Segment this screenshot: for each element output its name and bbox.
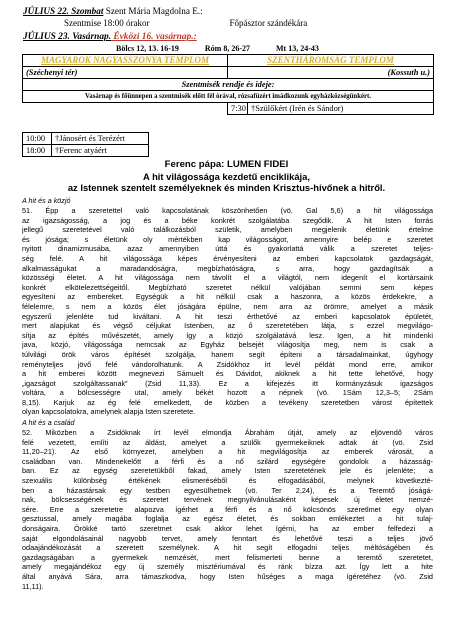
paragraph-line: és jósága; s életünk oly mértékben kap világosságot, amennyire belép e szeretet	[22, 234, 433, 244]
paragraph-line: közösségi életet. A hit világossága nem távolít el a világtól, nem idegenít el kortársaink	[22, 273, 433, 283]
paragraph-line: konkrét elkötelezettségeitől. Megbízható szeretet nélkül valójában semmi sem képes	[22, 282, 433, 292]
saturday-feast: Szent Mária Magdolna E.:	[103, 6, 203, 16]
paragraph-line: az igazságosság, a jog és a béke konkrét szolgálatába szegődik. A hit Isten forrás	[22, 215, 433, 225]
mass-time: 10:00	[23, 133, 52, 145]
church-schedule-table	[22, 54, 434, 115]
right-mass-time: 7:30	[228, 103, 248, 115]
saturday-mass-line	[64, 18, 307, 28]
paragraph-line: saját elgondolásainál nagyobb tervet, amely fenntart és lehetővé teszi a teljes jövő	[22, 533, 433, 543]
left-church-name: MAGYAROK NAGYASSZONYA TEMPLOM	[23, 55, 228, 67]
schedule-row	[23, 145, 149, 157]
saturday-mass-time: Szentmise 18:00 órakor	[64, 18, 150, 28]
saturday-intention: Főpásztor szándékára	[229, 18, 308, 28]
mass-order-title: Szentmisék rendje és ideje:	[23, 79, 434, 91]
paragraph-line: 51. Épp a szeretettel való kapcsolatának köszönhetően (vö. Gal 5,6) a hit világossága	[22, 206, 433, 215]
reading-2: Róm 8, 26-27	[204, 44, 250, 53]
sunday-feast: Évközi 16. vasárnap.:	[111, 32, 197, 42]
paragraph-line: donságaira. Örökké tartó szeretmet csak akkor lehet ígérni, ha az ember felfedezi a	[22, 523, 433, 533]
paragraph-line: alkalmasságukat a maradandóságra, megbízhatóságra, s arra, hogy gazdagítsák a	[22, 263, 433, 273]
paragraph-line: mert alapjukat és végső céljukat Istenben, az ő szeretetében látja, s ezzel megvilágo-	[22, 321, 433, 331]
paragraph-line: reményteljes jövő felé vándorolhatunk. A Zsidókhoz írt levél példát mond erre, amikor	[22, 359, 433, 369]
paragraph-line: sére. Erre a szeretetre alapozva ígérhet a férfi és a nő kölcsönös szeretlmet egy olyan	[22, 504, 433, 514]
paragraph-line: nak, bölcsességének és szeretet tervének megnyilvánulásaként képesek új életet nemzé-	[22, 495, 433, 505]
paragraph-line: odaajándékozását a szeretett személynek. A hit segít elfogadni teljes méltóságében és	[22, 543, 433, 553]
mass-intention: †Ferenc atyáért	[52, 145, 149, 157]
paragraph-line: „igazságot szolgáltassanak” (Zsid 11,33). Ez a kifejezés itt kormányzásuk igazságos	[22, 378, 433, 388]
paragraph-line: családban van. Mindenekelőtt a férfi és a nő szilárd egységére gondolok a házasság-	[22, 456, 433, 466]
sunday-date: JÚLIUS 23. Vasárnap.	[23, 32, 112, 42]
paragraph-line: egyszerű jelenléte tud kiváltani. A hit teszi érthetővé az emberi kapcsolatok épületét,	[22, 311, 433, 321]
saturday-line	[23, 6, 203, 16]
right-church-address: (Kossuth u.)	[228, 67, 434, 79]
reading-3: Mt 13, 24-43	[276, 44, 319, 53]
left-church-address: (Széchenyi tér)	[23, 67, 228, 79]
article-subtitle: A hit világossága kezdetű enciklikája,	[143, 171, 310, 182]
paragraph-line: jellegű szeretetével való találkozásból születik, amelyben megjelenik életünk értelme	[22, 225, 433, 235]
right-church-name: SZENTHÁROMSÁG TEMPLOM	[228, 55, 434, 67]
paragraph-line: java, közjó, világossága nemcsak az Egyház belsejét világosítja meg, nem is csak a	[22, 340, 433, 350]
paragraph-line: voltára, a bölcsességre utal, amely békét hozott a népnek (vö. 1Sám 12,3–5; 2Sám	[22, 388, 433, 398]
paragraph-line: ben a házastársak egy testben egyesülhetnek (vö. Ter 2,24), és a Teremtő jóságá-	[22, 485, 433, 495]
schedule-row	[23, 133, 149, 145]
paragraph-line: félelemre, s nem a közös élet jóságára épülne, nem arra az örömre, amelyet a másik	[22, 301, 433, 311]
paragraph-line: 52. Miközben a Zsidóknak írt levél elmondja Ábrahám útját, amely az eljövendő város	[22, 428, 433, 437]
section-1-text	[22, 206, 433, 417]
paragraph-line: egyesíteni az embereket. Egységük a hit nélkül csak a haszonra, a közös érdekekre, a	[22, 292, 433, 302]
paragraph-line: túlvilági örök város építését szolgálja, hanem segít építeni a társadalmainkat, úgyhogy	[22, 349, 433, 359]
readings-line	[116, 44, 319, 53]
paragraph-line: felé vezetett, említi az áldást, amelyet a szülők gyermekeiknek adtak át (vö. Zsid	[22, 437, 433, 447]
paragraph-line: gazdagságában a gyermekek nemzését, mert felismerteti benne a teremtő szeretetet,	[22, 552, 433, 562]
paragraph-line: sítja az építés művészetét, amely így a közjó szolgálatává lesz. Igen, a hit mindenki	[22, 330, 433, 340]
paragraph-line: ban. Ez az egység szeretetükből fakad, amely Isten szeretetének jele és jelenléte; a	[22, 466, 433, 476]
article-audience: az Istennek szentelt személyeknek és minden Krisztus-hívőnek a hitről.	[67, 182, 386, 193]
paragraph-line: nyitott dinamizmusába, azaz amennyiben úttá és gyakorlattá válik a szeretet teljes-	[22, 244, 433, 254]
saturday-date: JÚLIUS 22. Szombat	[23, 6, 104, 16]
paragraph-line: ség felé. A hit világossága képes érvényesíteni az emberi kapcsolatok gazdagságát,	[22, 253, 433, 263]
section-2-text	[22, 428, 433, 591]
paragraph-line: a hit emberei között megnevezi Sámuelt és Dávidot, akiknek a hit tette lehetővé, hogy	[22, 369, 433, 379]
paragraph-line: gesztussal, amely magába foglalja az egész életet, és sokban emlékeztet a hit tulaj-	[22, 514, 433, 524]
paragraph-line: szexuális különbség értékének elismeréséből és elfogadásából, melynek következté-	[22, 475, 433, 485]
section-1-heading: A hit és a közjó	[22, 196, 71, 205]
rosary-notice: Vasárnap és főünnepen a szentmisék előtt fél órával, rózsafüzért imádkozunk egyházközségünkért.	[23, 91, 434, 103]
paragraph-line: amely megajándékoz egy új személy misztériumával és ránk bízza azt. Így lett a hite	[22, 562, 433, 572]
right-mass-intention: †Szülőkért (Irén és Sándor)	[248, 103, 434, 115]
mass-intention: †Jánosért és Terézért	[52, 133, 149, 145]
paragraph-line: olyan kapcsolatokra, amelynek alapja Isten szeretete.	[22, 407, 196, 417]
reading-1: Bölcs 12, 13. 16-19	[116, 44, 179, 53]
paragraph-line: 11,20–21). Az első környezet, amelyben a hit megvilágosítja az emberek városát, a	[22, 447, 433, 457]
left-mass-schedule	[22, 132, 149, 157]
section-2-heading: A hit és a család	[22, 418, 75, 427]
article-title: Ferenc pápa: LUMEN FIDEI	[164, 159, 289, 170]
paragraph-line: 11,11).	[22, 581, 44, 591]
sunday-line	[23, 32, 197, 42]
paragraph-line: által anyává Sára, arra támaszkodva, hogy Isten hűséges a maga ígéretéhez (vö. Zsid	[22, 571, 433, 581]
mass-time: 18:00	[23, 145, 52, 157]
paragraph-line: 8,15). Karjuk az ég felé emelkedett, de közben a tevékeny szeretetben várost építettek	[22, 397, 433, 407]
